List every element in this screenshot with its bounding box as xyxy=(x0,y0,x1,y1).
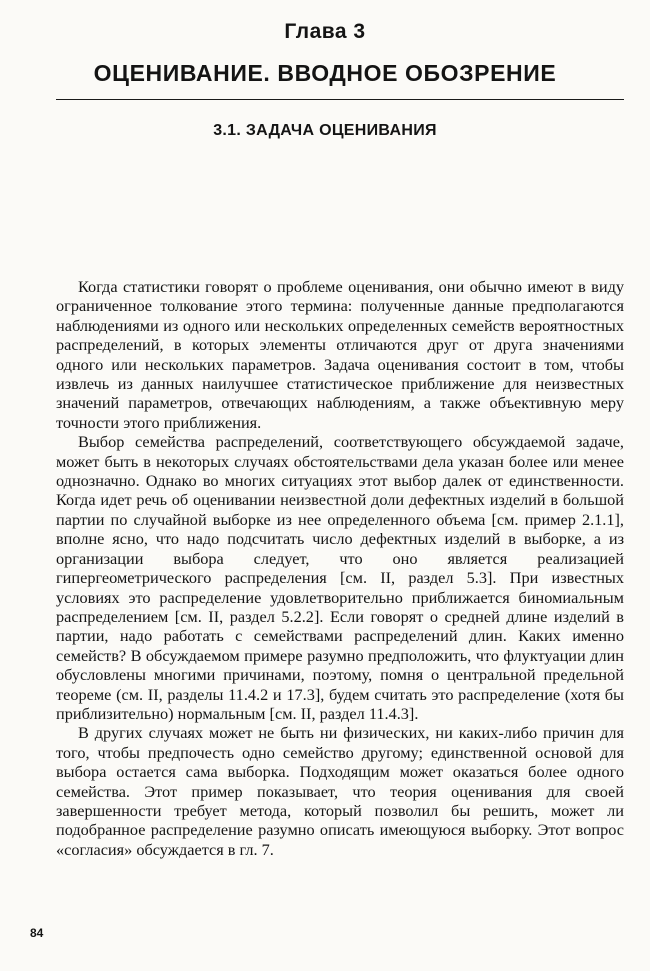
chapter-label: Глава 3 xyxy=(284,20,366,43)
page-number: 84 xyxy=(30,926,44,940)
section-title: 3.1. ЗАДАЧА ОЦЕНИВАНИЯ xyxy=(213,122,437,139)
chapter-title: ОЦЕНИВАНИЕ. ВВОДНОЕ ОБОЗРЕНИЕ xyxy=(93,60,557,86)
paragraph-3: В других случаях может не быть ни физических, ни каких-либо причин для того, чтобы предпочесть одно семейство другому; единственной основой для выбора остается сама выборка. Подходящим может оказаться более одного семейства. Этот пример показывает, что теория оценивания для своей завершенности требует метода, который позволил бы решить, может ли подобранное распределение разумно описать имеющуюся выборку. Этот вопрос «согласия» обсуждается в гл. 7. xyxy=(56,723,624,859)
paragraph-1: Когда статистики говорят о проблеме оценивания, они обычно имеют в виду ограниченное толкование этого термина: полученные данные предполагаются наблюдениями из одного или нескольких определенных семейств вероятностных распределений, в которых элементы отличаются друг от друга значениями одного или нескольких параметров. Задача оценивания состоит в том, чтобы извлечь из данных наилучшее статистическое приближение для неизвестных значений параметров, отвечающих наблюдениям, а также объективную меру точности этого приближения. xyxy=(56,277,624,432)
title-divider xyxy=(56,99,624,100)
paragraph-2: Выбор семейства распределений, соответствующего обсуждаемой задаче, может быть в некоторых случаях обстоятельствами дела указан более или менее однозначно. Однако во многих ситуациях этот выбор далек от единственности. Когда идет речь об оценивании неизвестной доли дефектных изделий в большой партии по случайной выборке из нее определенного объема [см. пример 2.1.1], вполне ясно, что надо подсчитать число дефектных изделий в выборке, а из организации выбора следует, что оно является реализацией гипергеометрического распределения [см. II, раздел 5.3]. При известных условиях это распределение удовлетворительно приближается биномиальным распределением [см. II, раздел 5.2.2]. Если говорят о средней длине изделий в партии, надо работать с семействами распределений длин. Каких именно семейств? В обсуждаемом примере разумно предположить, что флуктуации длин обусловлены многими причинами, поэтому, помня о центральной предельной теореме (см. II, разделы 11.4.2 и 17.3], будем считать это распределение (хотя бы приблизительно) нормальным [см. II, раздел 11.4.3]. xyxy=(56,432,624,723)
body-text xyxy=(56,277,624,859)
